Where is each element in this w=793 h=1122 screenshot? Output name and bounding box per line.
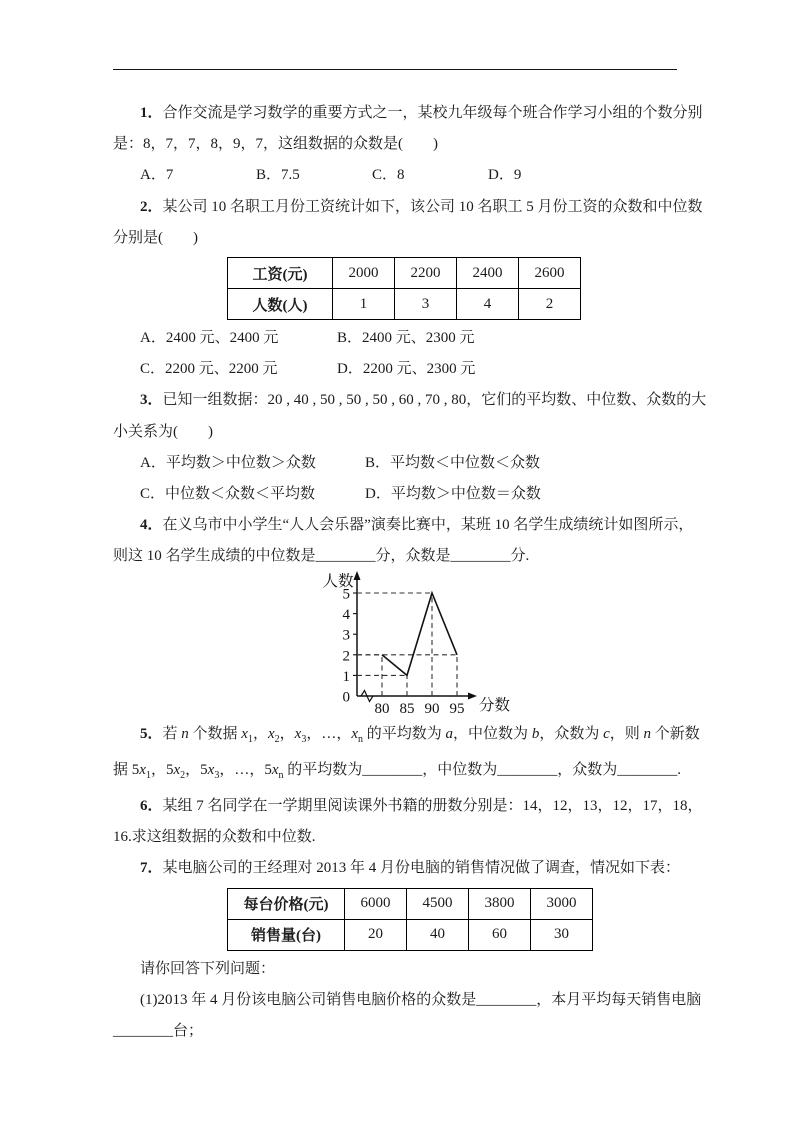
q3-stem-line-1: 3．已知一组数据：20 , 40 , 50 , 50 , 50 , 60 , 70 , 80，它们的平均数、中位数、众数的大: [140, 392, 707, 409]
y-axis-title: 人数: [322, 572, 354, 590]
q2-stem-line-1: 2．某公司 10 名职工月份工资统计如下，该公司 10 名职工 5 月份工资的众数和中位数: [140, 198, 703, 215]
q2-options-row-1: [113, 323, 679, 354]
x-tick-label: 95: [449, 700, 465, 717]
q2-option-b: B．2400 元、2300 元: [337, 330, 475, 347]
q5-stem-line-1: 5．若 n 个数据 $x_1$，$x_2$，$x_3$，…，$x_n$ 的平均数为 a，中位数为 b，众数为 c，则 n 个新数: [140, 725, 700, 745]
q1-stem-line-2: 是：8，7，7，8，9，7，这组数据的众数是( ): [113, 136, 438, 153]
table-cell: 2200: [395, 258, 457, 289]
header-rule: [113, 69, 677, 70]
q1-option-c: C．8: [372, 167, 405, 184]
q2-option-c: C．2200 元、2200 元: [140, 361, 278, 378]
table-cell: 2600: [519, 258, 581, 289]
q1-option-a: A．7: [140, 167, 174, 184]
table-row: [228, 919, 593, 950]
q1-options: [113, 160, 679, 191]
q6-stem-line-2: 16.求这组数据的众数和中位数.: [113, 829, 316, 846]
x-axis-arrow: [468, 692, 477, 699]
q2-option-a: A．2400 元、2400 元: [140, 330, 279, 347]
table-cell: 2000: [333, 258, 395, 289]
q3-option-d: D．平均数＞中位数＝众数: [365, 486, 541, 503]
table-row: [228, 289, 581, 320]
y-tick-label: 1: [342, 668, 350, 685]
table-cell: 20: [345, 919, 407, 950]
y-tick-label: 5: [342, 586, 350, 603]
q3-options-row-2: [113, 479, 679, 510]
data-line: [382, 593, 457, 675]
table-row: [228, 888, 593, 919]
q7-sub1-line-2: ________台；: [113, 1023, 204, 1040]
y-tick-label: 2: [342, 647, 350, 664]
q3-option-c: C．中位数＜众数＜平均数: [140, 486, 316, 503]
table-cell: 1: [333, 289, 395, 320]
table-cell: 3000: [531, 888, 593, 919]
table-cell: 6000: [345, 888, 407, 919]
table-row: [228, 258, 581, 289]
q2-table-header-wage: 工资(元): [228, 258, 333, 289]
table-cell: 4500: [407, 888, 469, 919]
q3-option-a: A．平均数＞中位数＞众数: [140, 454, 316, 471]
table-cell: 4: [457, 289, 519, 320]
document-body: [113, 98, 707, 1047]
q3-options-row-1: [113, 448, 679, 479]
q7-stem-line-1: 7．某电脑公司的王经理对 2013 年 4 月份电脑的销售情况做了调查，情况如下表：: [140, 860, 681, 877]
y-tick-label: 4: [342, 606, 350, 623]
q1-option-d: D．9: [488, 167, 522, 184]
q6-stem-line-1: 6．某组 7 名同学在一学期里阅读课外书籍的册数分别是：14，12，13，12，17，18，: [140, 798, 703, 815]
q2-options-row-2: [113, 354, 679, 385]
q4-stem-line-1: 4．在义乌市中小学生“人人会乐器”演奏比赛中，某班 10 名学生成绩统计如图所示，: [140, 517, 694, 534]
q1-option-b: B．7.5: [256, 167, 300, 184]
table-cell: 40: [407, 919, 469, 950]
q7-table-header-price: 每台价格(元): [228, 888, 345, 919]
q1-stem-line-1: 1．合作交流是学习数学的重要方式之一，某校九年级每个班合作学习小组的个数分别: [140, 105, 703, 121]
q2-stem-line-2: 分别是( ): [113, 229, 198, 246]
q3-stem-line-2: 小关系为( ): [113, 423, 213, 440]
y-tick-label: 0: [342, 689, 350, 706]
score-line-chart-svg: [317, 567, 517, 719]
table-cell: 30: [531, 919, 593, 950]
y-tick-label: 3: [342, 627, 350, 644]
x-axis-title: 分数: [479, 696, 511, 714]
table-cell: 3800: [469, 888, 531, 919]
table-cell: 2400: [457, 258, 519, 289]
score-line-chart: [317, 567, 679, 719]
q7-prompt: 请你回答下列问题：: [140, 960, 276, 977]
x-tick-label: 90: [424, 700, 440, 717]
table-cell: 3: [395, 289, 457, 320]
q7-sub1-line-1: (1)2013 年 4 月份该电脑公司销售电脑价格的众数是________，本月平均每天销售电脑: [140, 991, 702, 1008]
q7-table-header-volume: 销售量(台): [228, 919, 345, 950]
q4-stem-line-2: 则这 10 名学生成绩的中位数是________分，众数是________分.: [113, 548, 530, 565]
x-tick-label: 80: [374, 700, 390, 717]
q7-sales-table: [227, 888, 593, 951]
table-cell: 60: [469, 919, 531, 950]
q2-table-header-people: 人数(人): [228, 289, 333, 320]
q2-wage-table: [227, 257, 581, 320]
x-tick-label: 85: [399, 700, 415, 717]
q5-stem-line-2: 据 $5x_1$，$5x_2$，$5x_3$，…，$5x_n$ 的平均数为________，中位数为________，众数为________.: [113, 761, 682, 781]
table-cell: 2: [519, 289, 581, 320]
q3-option-b: B．平均数＜中位数＜众数: [365, 454, 541, 471]
q2-option-d: D．2200 元、2300 元: [337, 361, 476, 378]
